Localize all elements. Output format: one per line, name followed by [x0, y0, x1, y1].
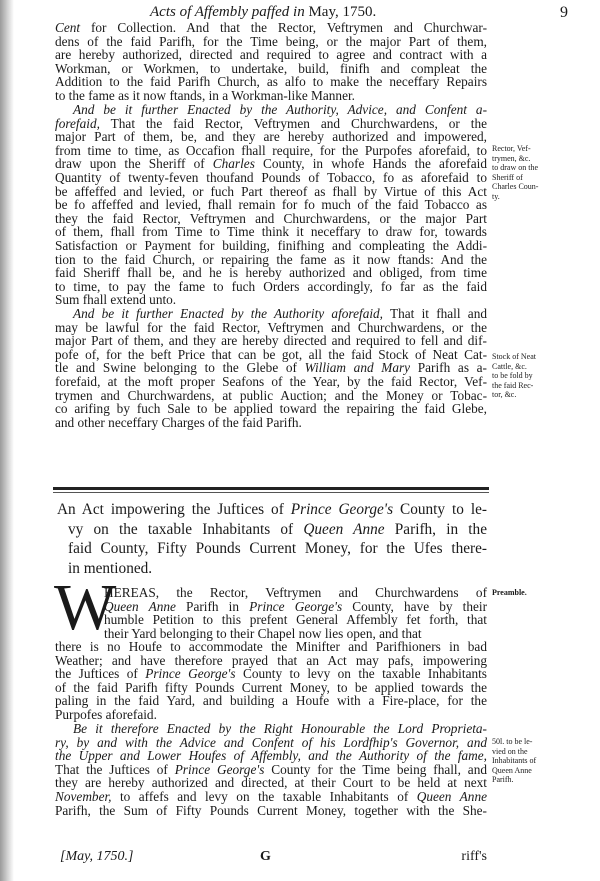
text-line — [55, 157, 487, 171]
italic-text: forefaid, — [55, 115, 100, 131]
margin-note-line: to be fold by — [492, 371, 533, 380]
text: of them, fhall from Time to Time think it neceffary to draw for, towards — [55, 224, 487, 240]
enacting-paragraph — [55, 722, 487, 817]
italic-text: Queen Anne — [416, 788, 488, 804]
paragraph-2 — [55, 103, 487, 307]
text-line — [55, 75, 487, 89]
text: Weather; and have therefore prayed that an Act may pafs, impowering — [55, 652, 487, 668]
text-line — [55, 35, 487, 49]
section-divider-thin — [53, 492, 489, 493]
text: are hereby authorized, directed and required to agree and contract with a — [55, 47, 487, 63]
text: and other neceffary Charges of the faid Parifh. — [55, 414, 302, 430]
text-line — [55, 103, 487, 117]
paragraph-1 — [55, 21, 487, 103]
text-line — [55, 239, 487, 253]
text-line — [55, 722, 487, 736]
text-line — [55, 321, 487, 335]
margin-note-line: Inhabitants of — [492, 756, 537, 765]
text: vy on the taxable Inhabitants of — [68, 520, 304, 538]
text-line — [55, 681, 487, 695]
text-line — [55, 144, 487, 158]
text-line — [55, 266, 487, 280]
text: County to le- — [393, 501, 487, 518]
text-line — [55, 804, 487, 818]
text: in mentioned. — [68, 559, 153, 577]
text-line — [55, 402, 487, 416]
text: for Collection. And that the Rector, Veftrymen and Churchwar- — [80, 20, 487, 35]
text: their Yard belonging to their Chapel now lies open, and that — [104, 625, 422, 641]
text: Addition to the faid Parifh Church, as alfo to make the neceffary Repairs — [55, 74, 487, 90]
running-title-italic: Acts of Affembly paffed in — [150, 4, 309, 20]
text: Purpofes aforefaid. — [55, 706, 157, 722]
signature-date: [May, 1750.] — [60, 849, 134, 864]
text-line — [55, 62, 487, 76]
italic-text: Prince George's — [249, 598, 343, 614]
italic-text: Prince George's — [145, 666, 236, 682]
italic-text: And be it further Enacted by the Authority aforefaid, — [73, 306, 384, 321]
text: That it fhall and — [383, 306, 487, 321]
italic-text: ry, by and with the Advice and Confent of his Lordfhip's Governor, and — [55, 734, 487, 750]
text: to time, to pay the fame to fuch Orders accordingly, fo far as the faid — [55, 278, 487, 294]
text-line — [55, 776, 487, 790]
text: be fo affeffed and levied, fhall remain for fo much of the faid Tobacco as — [55, 197, 487, 213]
drop-cap: W — [54, 571, 117, 644]
text: major Part of them, and they are hereby directed and required to fell and dif- — [55, 333, 487, 349]
text: forefaid, at the moft proper Seafons of the Year, by the faid Rector, Vef- — [55, 373, 487, 389]
margin-note-levy — [492, 737, 552, 785]
text: pofe of, for the beft Price that can be got, all the faid Stock of Neat Cat- — [55, 346, 487, 362]
text: may be lawful for the faid Rector, Veftrymen and Churchwardens, or the — [55, 319, 487, 335]
italic-text: Charles — [212, 156, 255, 172]
page-binding-shadow — [0, 0, 14, 881]
text: Parifh as a- — [410, 360, 487, 376]
text: County, have by their — [342, 598, 488, 614]
italic-text: William and Mary — [304, 360, 411, 376]
page-number: 9 — [560, 4, 568, 21]
text: there is no Houfe to accommodate the Minifter and Parifhioners in bad — [55, 639, 487, 654]
text: they are hereby authorized and directed, at their Court to be held at next — [55, 775, 487, 791]
text: trymen and Churchwardens, at public Auction; and the Money or Tobac- — [55, 387, 487, 403]
text-line — [57, 520, 487, 540]
margin-note-line: Parifh. — [492, 775, 514, 784]
margin-note-line: the faid Rec- — [492, 380, 534, 390]
text: County for the Time being fhall, and — [264, 761, 487, 777]
margin-note-line: Rector, Vef- — [492, 144, 531, 153]
margin-note-line: 50l. to be le- — [492, 737, 533, 746]
section-divider — [53, 487, 489, 490]
text: co arifing by fuch Sale to be applied toward the repairing the faid Glebe, — [55, 401, 487, 417]
text-line — [55, 198, 487, 212]
text: faid County, Fifty Pounds Current Money, for the Ufes there- — [68, 540, 487, 557]
text-line — [57, 559, 487, 579]
margin-note-line: Charles Coun- — [492, 182, 539, 191]
text: Parifh, in the — [384, 520, 487, 538]
margin-note-line: Stock of Neat — [492, 352, 536, 361]
italic-text: And be it further Enacted by the Authority, Advice, and Confent a- — [73, 102, 487, 117]
text-line — [55, 749, 487, 763]
text: Parifh in — [175, 598, 250, 614]
italic-text: Prince George's — [174, 761, 265, 777]
text: Workman, or Workmen, to undertake, build, finifh and compleat the — [55, 60, 487, 76]
text: faid Sheriff fhall be, and he is hereby authorized and obliged, from time — [55, 265, 487, 281]
italic-text: Cent — [55, 20, 81, 35]
act-title — [57, 500, 487, 578]
text-line — [55, 307, 487, 321]
text: tle and Swine belonging to the Glebe of — [55, 360, 305, 376]
text: Satisfaction or Payment for building, finifhing and compleating the Addi- — [55, 237, 487, 253]
text-line — [57, 500, 487, 520]
catchword: riff's — [461, 849, 487, 864]
text-line — [55, 694, 487, 708]
text-line — [104, 586, 487, 600]
text: That the Juftices of — [55, 761, 175, 777]
text-line — [55, 293, 487, 307]
text-line — [55, 185, 487, 199]
text: County, in whofe Hands the aforefaid — [254, 156, 487, 172]
text-line — [55, 48, 487, 62]
text-line — [55, 640, 487, 654]
text-line — [57, 539, 487, 559]
text: major Part of them, be, and they are hereby authorized and impowered, — [55, 129, 487, 145]
italic-text: Queen Anne — [104, 598, 176, 614]
text-line — [104, 613, 487, 627]
text: paling in the faid Yard, and building a Houfe with a Fire-place, for the — [55, 693, 487, 709]
italic-text: Queen Anne — [303, 520, 385, 538]
running-title — [150, 4, 376, 21]
text-line — [55, 654, 487, 668]
margin-note-line: Cattle, &c. — [492, 361, 527, 371]
text-line — [55, 389, 487, 403]
text-line — [55, 361, 487, 375]
text: An Act impowering the Juftices of — [57, 501, 291, 518]
text: That the faid Rector, Veftrymen and Churchwardens, or the — [99, 115, 487, 131]
paragraph-3 — [55, 307, 487, 429]
text-line — [55, 736, 487, 750]
text: Sum fhall extend unto. — [55, 292, 177, 308]
text-line — [55, 130, 487, 144]
text-line — [55, 253, 487, 267]
italic-text: November, — [55, 788, 112, 804]
text-line — [55, 117, 487, 131]
margin-note-line: to draw on the — [492, 163, 538, 172]
text-line — [55, 416, 487, 430]
text-line — [55, 667, 487, 681]
margin-note-line: Queen Anne — [492, 765, 532, 775]
text-line — [55, 280, 487, 294]
margin-note-rector-draw — [492, 144, 552, 201]
text: to the fame as it now ftands, in a Workman-like Manner. — [55, 87, 356, 103]
page-footer — [55, 849, 487, 865]
margin-note-line: Preamble. — [492, 588, 527, 597]
text: be affeffed and levied, or fuch Part thereof as fhall by Virtue of this Act — [55, 183, 487, 199]
text: Parifh, the Sum of Fifty Pounds Current Money, together with the She- — [55, 802, 487, 818]
text-line — [55, 89, 487, 103]
text-line — [55, 225, 487, 239]
text-line — [55, 171, 487, 185]
margin-note-preamble — [492, 588, 552, 598]
text: they the faid Rector, Veftrymen and Churchwardens, or the major Part — [55, 210, 487, 226]
text-line — [55, 21, 487, 35]
margin-note-line: tor, &c. — [492, 390, 517, 399]
margin-note-stock-sale — [492, 352, 552, 400]
text: to affefs and levy on the taxable Inhabitants of — [111, 788, 417, 804]
text: humble Petition to this prefent General Affembly fet forth, that — [104, 612, 487, 628]
text-line — [55, 790, 487, 804]
text-line — [55, 348, 487, 362]
italic-text: Prince George's — [290, 501, 394, 518]
italic-text: Be it therefore Enacted by the Right Honourable the Lord Proprieta- — [73, 721, 487, 736]
running-title-date: May, 1750. — [308, 4, 377, 20]
text-line — [104, 600, 487, 614]
text-line — [55, 763, 487, 777]
text: dens of the faid Parifh, for the Time being, or the major Part of them, — [55, 33, 487, 49]
text-line — [55, 334, 487, 348]
text: tion to the faid Church, or repairing the fame as it now ftands: And the — [55, 251, 487, 267]
signature-mark: G — [260, 849, 271, 864]
text: HEREAS, the Rector, Veftrymen and Churchwardens of — [104, 585, 487, 600]
margin-note-line: Sheriff of — [492, 172, 523, 182]
margin-note-line: vied on the — [492, 746, 528, 756]
preamble-opening — [104, 586, 487, 640]
margin-note-line: trymen, &c. — [492, 153, 531, 163]
italic-text: the Upper and Lower Houfes of Affembly, and the Authority of the fame, — [55, 748, 487, 764]
text: of the faid Parifh fifty Pounds Current Money, to be applied towards the — [55, 679, 487, 695]
text-line — [55, 708, 487, 722]
text: draw upon the Sheriff of — [55, 156, 213, 172]
preamble-continued — [55, 640, 487, 722]
text-line — [55, 375, 487, 389]
text: County to levy on the taxable Inhabitants — [235, 666, 487, 682]
text: from time to time, as Occafion fhall require, for the Purpofes aforefaid, to — [55, 142, 487, 158]
text: Quantity of twenty-feven thoufand Pounds of Tobacco, fo as aforefaid to — [55, 169, 487, 185]
text: the Juftices of — [55, 666, 146, 682]
text-line — [55, 212, 487, 226]
margin-note-line: ty. — [492, 191, 500, 201]
